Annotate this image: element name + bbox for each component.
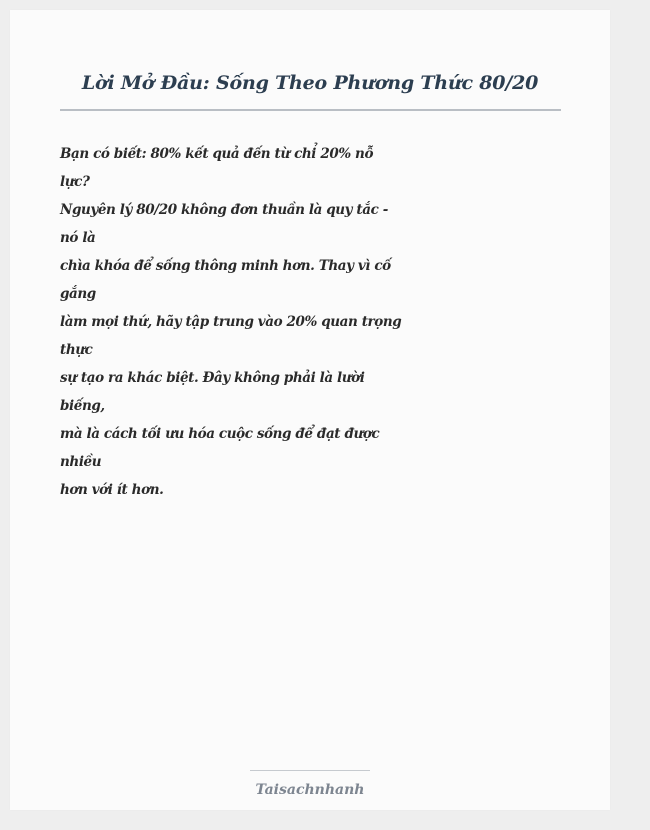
body-line: hơn với ít hơn. xyxy=(60,482,164,498)
body-line: làm mọi thứ, hãy tập trung vào 20% quan trọng xyxy=(60,314,402,330)
body-line: lực? xyxy=(60,174,90,190)
footer-brand: Taisachnhanh xyxy=(255,782,365,798)
body-line: chìa khóa để sống thông minh hơn. Thay vì cố xyxy=(60,258,391,274)
body-line: sự tạo ra khác biệt. Đây không phải là lười xyxy=(60,370,365,386)
body-line: thực xyxy=(60,342,93,358)
body-line: gắng xyxy=(60,286,96,302)
body-line: mà là cách tối ưu hóa cuộc sống để đạt được xyxy=(60,426,380,442)
title-divider xyxy=(60,109,561,111)
body-line: biếng, xyxy=(60,398,105,414)
document-page xyxy=(10,10,610,810)
page-title: Lời Mở Đầu: Sống Theo Phương Thức 80/20 xyxy=(81,72,539,94)
footer-divider xyxy=(250,770,370,771)
body-line: Bạn có biết: 80% kết quả đến từ chỉ 20% nỗ xyxy=(60,146,374,162)
body-line: Nguyên lý 80/20 không đơn thuần là quy tắc - xyxy=(60,202,388,218)
body-text xyxy=(60,140,402,504)
body-line: nó là xyxy=(60,230,96,246)
body-line: nhiều xyxy=(60,454,102,470)
